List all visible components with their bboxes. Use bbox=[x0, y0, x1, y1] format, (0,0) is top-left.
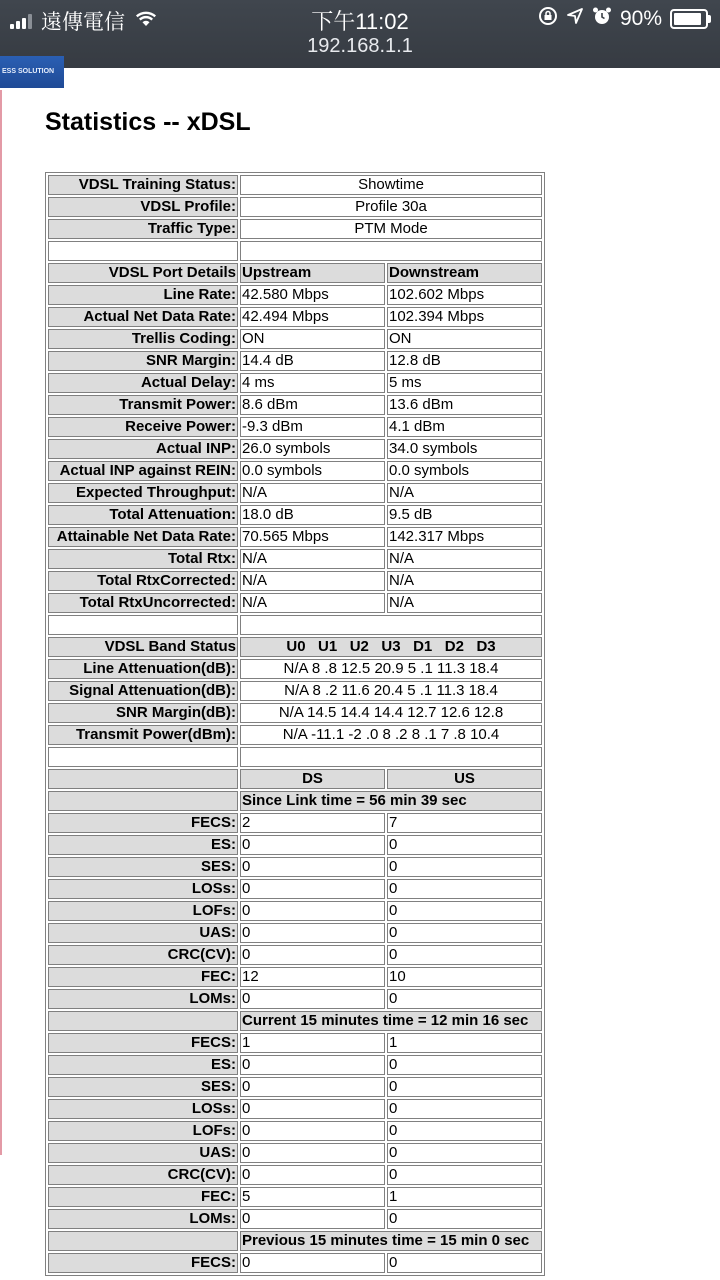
port-details-header-row bbox=[48, 263, 542, 283]
spacer-row bbox=[48, 241, 542, 261]
row-label: ES: bbox=[48, 835, 238, 855]
row-label: FECS: bbox=[48, 1253, 238, 1273]
us-value: 0 bbox=[387, 1143, 542, 1163]
spacer-row bbox=[48, 747, 542, 767]
us-value: 0 bbox=[387, 835, 542, 855]
row-label: UAS: bbox=[48, 1143, 238, 1163]
battery-icon bbox=[670, 9, 708, 29]
counter-row bbox=[48, 967, 542, 987]
row-label: UAS: bbox=[48, 923, 238, 943]
section-time-title: Current 15 minutes time = 12 min 16 sec bbox=[240, 1011, 542, 1031]
upstream-value: 70.565 Mbps bbox=[240, 527, 385, 547]
port-detail-row bbox=[48, 351, 542, 371]
router-logo bbox=[0, 56, 64, 88]
battery-percent: 90% bbox=[619, 7, 662, 30]
ds-value: 0 bbox=[240, 879, 385, 899]
counter-row bbox=[48, 1033, 542, 1053]
row-label: Traffic Type: bbox=[48, 219, 238, 239]
left-frame-divider bbox=[0, 90, 2, 1155]
blank-label bbox=[48, 1231, 238, 1251]
row-label: VDSL Profile: bbox=[48, 197, 238, 217]
row-value: Profile 30a bbox=[240, 197, 542, 217]
downstream-value: 102.602 Mbps bbox=[387, 285, 542, 305]
band-values: N/A 8 .8 12.5 20.9 5 .1 11.3 18.4 bbox=[240, 659, 542, 679]
upstream-value: ON bbox=[240, 329, 385, 349]
spacer-cell bbox=[48, 615, 238, 635]
logo-text: ESS SOLUTION bbox=[2, 68, 55, 75]
us-value: 0 bbox=[387, 879, 542, 899]
counter-row bbox=[48, 1253, 542, 1273]
upstream-value: 14.4 dB bbox=[240, 351, 385, 371]
row-label: Actual INP: bbox=[48, 439, 238, 459]
row-value: Showtime bbox=[240, 175, 542, 195]
row-label: FEC: bbox=[48, 1187, 238, 1207]
counter-row bbox=[48, 901, 542, 921]
row-label: LOFs: bbox=[48, 1121, 238, 1141]
counter-section-row bbox=[48, 1011, 542, 1031]
counter-row bbox=[48, 835, 542, 855]
ds-value: 12 bbox=[240, 967, 385, 987]
row-label: ES: bbox=[48, 1055, 238, 1075]
band-status-row bbox=[48, 703, 542, 723]
downstream-header: Downstream bbox=[387, 263, 542, 283]
downstream-value: 13.6 dBm bbox=[387, 395, 542, 415]
section-header-label: VDSL Band Status bbox=[48, 637, 238, 657]
downstream-value: 4.1 dBm bbox=[387, 417, 542, 437]
port-detail-row bbox=[48, 307, 542, 327]
row-label: Receive Power: bbox=[48, 417, 238, 437]
upstream-value: 42.580 Mbps bbox=[240, 285, 385, 305]
row-label: LOSs: bbox=[48, 879, 238, 899]
port-detail-row bbox=[48, 373, 542, 393]
ds-value: 0 bbox=[240, 1143, 385, 1163]
row-label: SNR Margin: bbox=[48, 351, 238, 371]
spacer-cell bbox=[48, 241, 238, 261]
downstream-value: 142.317 Mbps bbox=[387, 527, 542, 547]
blank-label bbox=[48, 769, 238, 789]
upstream-value: 0.0 symbols bbox=[240, 461, 385, 481]
us-value: 0 bbox=[387, 923, 542, 943]
downstream-value: N/A bbox=[387, 549, 542, 569]
row-label: LOFs: bbox=[48, 901, 238, 921]
upstream-value: N/A bbox=[240, 549, 385, 569]
us-value: 0 bbox=[387, 1099, 542, 1119]
training-row bbox=[48, 197, 542, 217]
port-detail-row bbox=[48, 483, 542, 503]
band-values: N/A -11.1 -2 .0 8 .2 8 .1 7 .8 10.4 bbox=[240, 725, 542, 745]
us-value: 7 bbox=[387, 813, 542, 833]
downstream-value: 0.0 symbols bbox=[387, 461, 542, 481]
carrier-name: 遠傳電信 bbox=[41, 11, 125, 34]
downstream-value: 5 ms bbox=[387, 373, 542, 393]
section-header-label: VDSL Port Details bbox=[48, 263, 238, 283]
port-detail-row bbox=[48, 593, 542, 613]
spacer-cell bbox=[48, 747, 238, 767]
ds-value: 2 bbox=[240, 813, 385, 833]
row-label: Signal Attenuation(dB): bbox=[48, 681, 238, 701]
row-label: FECS: bbox=[48, 813, 238, 833]
row-label: CRC(CV): bbox=[48, 945, 238, 965]
ds-value: 0 bbox=[240, 1055, 385, 1075]
port-detail-row bbox=[48, 329, 542, 349]
row-label: Line Attenuation(dB): bbox=[48, 659, 238, 679]
row-label: LOMs: bbox=[48, 1209, 238, 1229]
blank-label bbox=[48, 1011, 238, 1031]
us-value: 1 bbox=[387, 1033, 542, 1053]
band-columns-header: U0 U1 U2 U3 D1 D2 D3 bbox=[240, 637, 542, 657]
ds-value: 0 bbox=[240, 1209, 385, 1229]
section-time-title: Since Link time = 56 min 39 sec bbox=[240, 791, 542, 811]
row-label: FECS: bbox=[48, 1033, 238, 1053]
counter-row bbox=[48, 879, 542, 899]
us-value: 10 bbox=[387, 967, 542, 987]
row-label: LOSs: bbox=[48, 1099, 238, 1119]
upstream-value: 42.494 Mbps bbox=[240, 307, 385, 327]
ds-value: 0 bbox=[240, 923, 385, 943]
blank-label bbox=[48, 791, 238, 811]
row-label: Transmit Power: bbox=[48, 395, 238, 415]
port-detail-row bbox=[48, 571, 542, 591]
row-label: Line Rate: bbox=[48, 285, 238, 305]
port-detail-row bbox=[48, 461, 542, 481]
downstream-value: N/A bbox=[387, 593, 542, 613]
browser-status-bar bbox=[0, 0, 720, 68]
upstream-value: N/A bbox=[240, 593, 385, 613]
downstream-value: N/A bbox=[387, 483, 542, 503]
counters-header-row bbox=[48, 769, 542, 789]
row-label: VDSL Training Status: bbox=[48, 175, 238, 195]
page-title: Statistics -- xDSL bbox=[45, 108, 251, 136]
row-label: Actual INP against REIN: bbox=[48, 461, 238, 481]
ds-value: 0 bbox=[240, 945, 385, 965]
upstream-value: 26.0 symbols bbox=[240, 439, 385, 459]
counter-row bbox=[48, 1055, 542, 1075]
row-label: Attainable Net Data Rate: bbox=[48, 527, 238, 547]
counter-section-row bbox=[48, 1231, 542, 1251]
port-detail-row bbox=[48, 549, 542, 569]
counter-row bbox=[48, 1143, 542, 1163]
port-detail-row bbox=[48, 505, 542, 525]
band-values: N/A 8 .2 11.6 20.4 5 .1 11.3 18.4 bbox=[240, 681, 542, 701]
spacer-cell bbox=[240, 241, 542, 261]
us-value: 0 bbox=[387, 1055, 542, 1075]
row-label: Total RtxUncorrected: bbox=[48, 593, 238, 613]
counter-row bbox=[48, 857, 542, 877]
row-label: SES: bbox=[48, 1077, 238, 1097]
us-header: US bbox=[387, 769, 542, 789]
downstream-value: 12.8 dB bbox=[387, 351, 542, 371]
upstream-value: 8.6 dBm bbox=[240, 395, 385, 415]
spacer-cell bbox=[240, 747, 542, 767]
location-arrow-icon bbox=[566, 7, 584, 31]
ds-value: 0 bbox=[240, 1077, 385, 1097]
ds-value: 1 bbox=[240, 1033, 385, 1053]
port-detail-row bbox=[48, 285, 542, 305]
ds-value: 5 bbox=[240, 1187, 385, 1207]
us-value: 0 bbox=[387, 1209, 542, 1229]
counter-row bbox=[48, 1099, 542, 1119]
ds-value: 0 bbox=[240, 989, 385, 1009]
upstream-value: N/A bbox=[240, 571, 385, 591]
us-value: 0 bbox=[387, 901, 542, 921]
counter-row bbox=[48, 813, 542, 833]
downstream-value: ON bbox=[387, 329, 542, 349]
us-value: 0 bbox=[387, 945, 542, 965]
us-value: 0 bbox=[387, 1121, 542, 1141]
row-label: Total RtxCorrected: bbox=[48, 571, 238, 591]
downstream-value: N/A bbox=[387, 571, 542, 591]
ds-value: 0 bbox=[240, 1165, 385, 1185]
ds-value: 0 bbox=[240, 835, 385, 855]
spacer-cell bbox=[240, 615, 542, 635]
ds-header: DS bbox=[240, 769, 385, 789]
us-value: 0 bbox=[387, 1077, 542, 1097]
row-label: LOMs: bbox=[48, 989, 238, 1009]
band-values: N/A 14.5 14.4 14.4 12.7 12.6 12.8 bbox=[240, 703, 542, 723]
status-icons bbox=[538, 6, 708, 32]
us-value: 1 bbox=[387, 1187, 542, 1207]
ds-value: 0 bbox=[240, 1253, 385, 1273]
downstream-value: 9.5 dB bbox=[387, 505, 542, 525]
clock: 下午11:02 bbox=[311, 9, 409, 34]
row-label: Total Attenuation: bbox=[48, 505, 238, 525]
counter-row bbox=[48, 1209, 542, 1229]
band-status-row bbox=[48, 659, 542, 679]
upstream-value: -9.3 dBm bbox=[240, 417, 385, 437]
us-value: 0 bbox=[387, 1165, 542, 1185]
band-status-row bbox=[48, 681, 542, 701]
upstream-header: Upstream bbox=[240, 263, 385, 283]
counter-section-row bbox=[48, 791, 542, 811]
us-value: 0 bbox=[387, 1253, 542, 1273]
port-detail-row bbox=[48, 527, 542, 547]
row-label: Trellis Coding: bbox=[48, 329, 238, 349]
alarm-icon bbox=[592, 6, 612, 32]
counter-row bbox=[48, 1165, 542, 1185]
port-detail-row bbox=[48, 439, 542, 459]
rotation-lock-icon bbox=[538, 6, 558, 32]
row-label: SES: bbox=[48, 857, 238, 877]
row-label: Transmit Power(dBm): bbox=[48, 725, 238, 745]
port-detail-row bbox=[48, 395, 542, 415]
row-label: CRC(CV): bbox=[48, 1165, 238, 1185]
ds-value: 0 bbox=[240, 857, 385, 877]
downstream-value: 34.0 symbols bbox=[387, 439, 542, 459]
band-status-row bbox=[48, 725, 542, 745]
counter-row bbox=[48, 1121, 542, 1141]
counter-row bbox=[48, 1187, 542, 1207]
counter-row bbox=[48, 923, 542, 943]
row-label: Actual Delay: bbox=[48, 373, 238, 393]
address-bar-url[interactable]: 192.168.1.1 bbox=[307, 35, 413, 57]
training-row bbox=[48, 175, 542, 195]
us-value: 0 bbox=[387, 857, 542, 877]
row-label: SNR Margin(dB): bbox=[48, 703, 238, 723]
upstream-value: 18.0 dB bbox=[240, 505, 385, 525]
training-row bbox=[48, 219, 542, 239]
row-value: PTM Mode bbox=[240, 219, 542, 239]
band-status-header-row bbox=[48, 637, 542, 657]
upstream-value: N/A bbox=[240, 483, 385, 503]
us-value: 0 bbox=[387, 989, 542, 1009]
ds-value: 0 bbox=[240, 1121, 385, 1141]
port-detail-row bbox=[48, 417, 542, 437]
battery-fill bbox=[674, 13, 701, 25]
row-label: Actual Net Data Rate: bbox=[48, 307, 238, 327]
row-label: Expected Throughput: bbox=[48, 483, 238, 503]
spacer-row bbox=[48, 615, 542, 635]
counter-row bbox=[48, 1077, 542, 1097]
section-time-title: Previous 15 minutes time = 15 min 0 sec bbox=[240, 1231, 542, 1251]
row-label: FEC: bbox=[48, 967, 238, 987]
counter-row bbox=[48, 945, 542, 965]
upstream-value: 4 ms bbox=[240, 373, 385, 393]
downstream-value: 102.394 Mbps bbox=[387, 307, 542, 327]
ds-value: 0 bbox=[240, 901, 385, 921]
xdsl-statistics-table bbox=[45, 172, 545, 1276]
counter-row bbox=[48, 989, 542, 1009]
row-label: Total Rtx: bbox=[48, 549, 238, 569]
ds-value: 0 bbox=[240, 1099, 385, 1119]
